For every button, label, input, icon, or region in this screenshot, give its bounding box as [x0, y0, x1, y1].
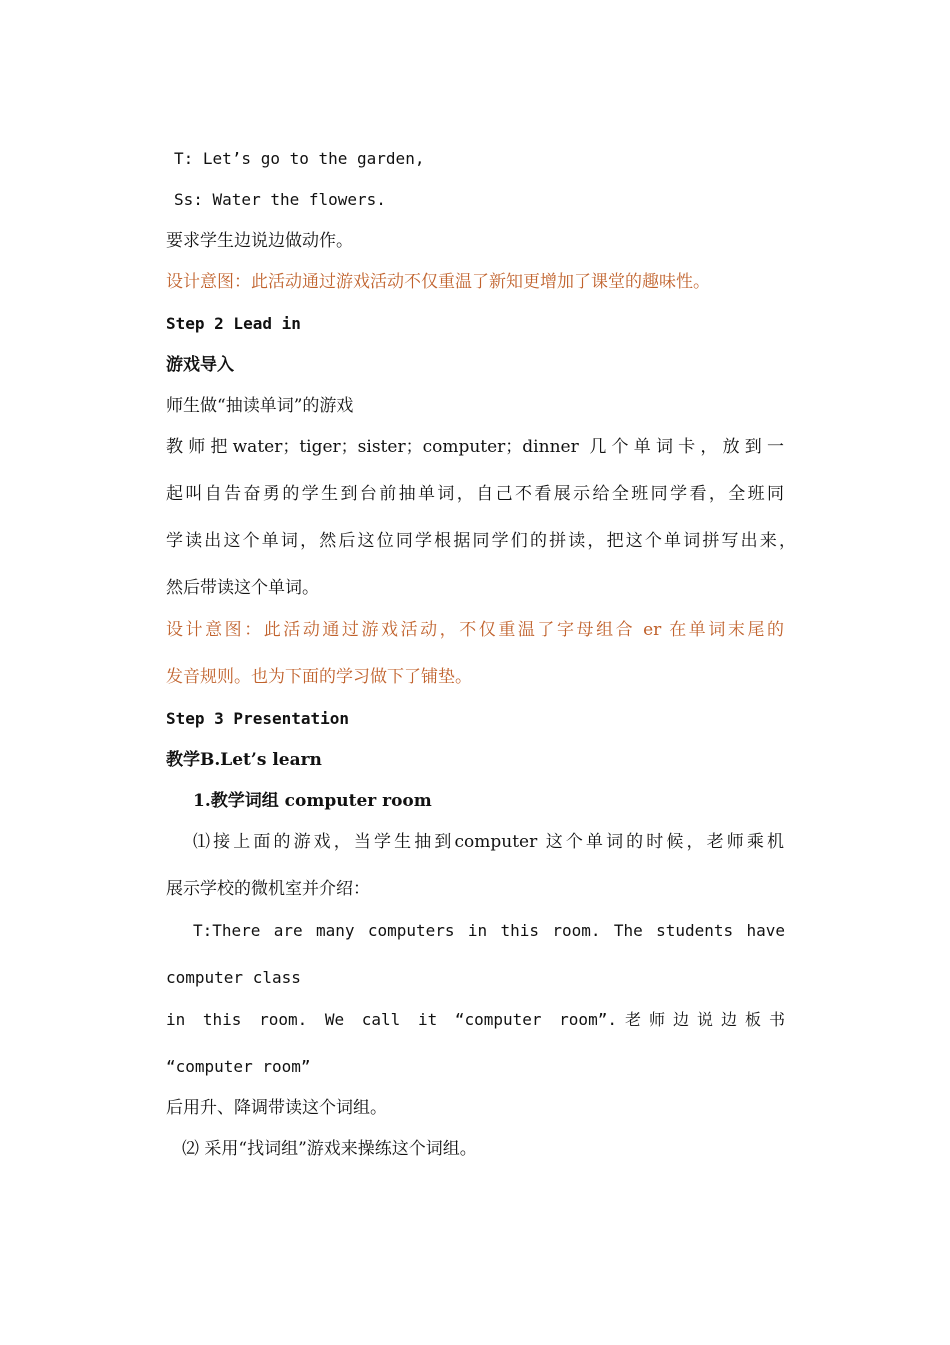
step-3-heading: Step 3 Presentation [166, 709, 350, 728]
instruction-text: 要求学生边说边做动作。 [166, 231, 353, 251]
game-paragraph-line-3: 学读出这个单词，然后这位同学根据同学们的拼读，把这个单词拼写出来， [166, 531, 796, 551]
item-1-line-1: ⑴接上面的游戏，当学生抽到computer 这个单词的时候，老师乘机 [193, 832, 784, 852]
game-paragraph-line-4: 然后带读这个单词。 [166, 578, 319, 598]
step-2-heading: Step 2 Lead in [166, 314, 301, 333]
item-1-line-2: 展示学校的微机室并介绍： [166, 879, 370, 899]
game-description: 师生做“抽读单词”的游戏 [166, 396, 354, 416]
game-intro-heading: 游戏导入 [166, 355, 234, 375]
teacher-speech-line-1: T:There are many computers in this room. The students have [193, 921, 785, 940]
design-intent-note-1: 设计意图：此活动通过游戏活动不仅重温了新知更增加了课堂的趣味性。 [166, 272, 710, 292]
subsection-computer-room-heading: 1.教学词组 computer room [193, 791, 432, 811]
lets-learn-heading: 教学B.Let’s learn [166, 750, 322, 770]
teacher-speech-line-2: computer class [166, 968, 301, 987]
design-intent-note-2-line-2: 发音规则。也为下面的学习做下了铺垫。 [166, 667, 472, 687]
teacher-speech-line-4: “computer room” [166, 1057, 311, 1076]
design-intent-note-2-line-1: 设计意图：此活动通过游戏活动，不仅重温了字母组合 er 在单词末尾的 [166, 620, 784, 640]
game-paragraph-line-1: 教师把water；tiger；sister；computer；dinner 几个单词卡，放到一 [166, 437, 784, 457]
dialogue-line-students: Ss: Water the flowers. [174, 190, 386, 209]
intonation-instruction: 后用升、降调带读这个词组。 [166, 1098, 387, 1118]
item-2-line: ⑵ 采用“找词组”游戏来操练这个词组。 [182, 1139, 477, 1159]
dialogue-line-teacher: T: Let’s go to the garden, [174, 149, 425, 168]
game-paragraph-line-2: 起叫自告奋勇的学生到台前抽单词，自己不看展示给全班同学看，全班同 [166, 484, 784, 504]
teacher-speech-line-3: in this room. We call it “computer room”.老师边说边板书 [166, 1010, 785, 1029]
